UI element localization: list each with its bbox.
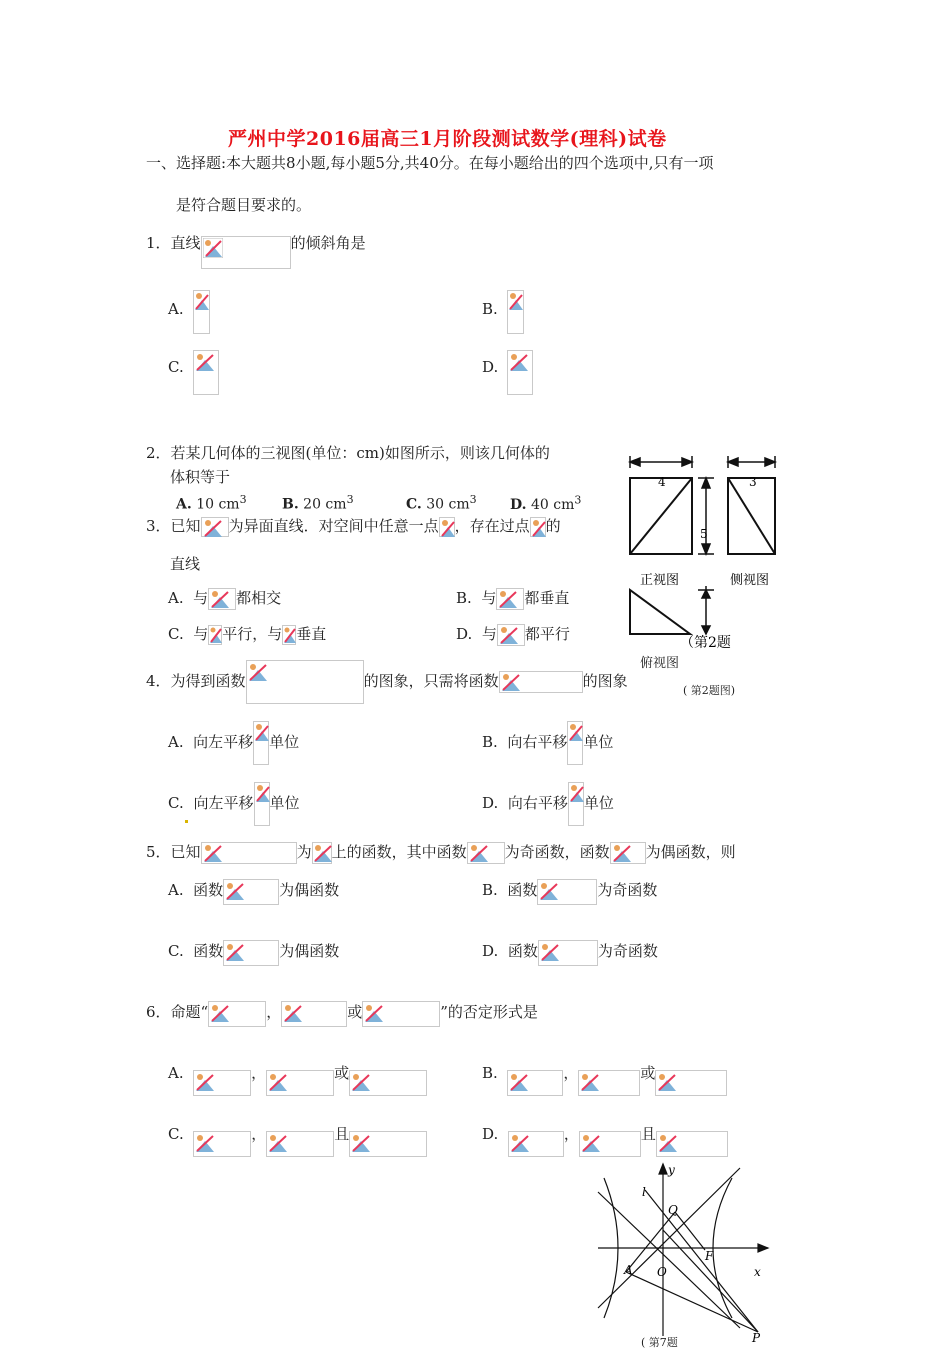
option-c <box>168 792 300 826</box>
option-value: 20 cm <box>303 496 347 513</box>
option-text: 向右平移 <box>507 733 568 751</box>
option-label: B. <box>482 881 498 899</box>
option-text: 函数 <box>193 942 224 960</box>
formula-image-icon <box>208 1001 266 1027</box>
option-text: 单位 <box>583 794 614 812</box>
option-a <box>168 300 184 318</box>
option-label: C. <box>406 496 422 513</box>
point-q-label: Q <box>668 1203 678 1217</box>
point-f-label: F <box>705 1249 714 1263</box>
option-text: 为偶函数 <box>279 942 340 960</box>
option-text: 函数 <box>507 942 538 960</box>
front-view-label: 正视图 <box>640 573 680 588</box>
option-d <box>482 1123 728 1157</box>
option-d <box>482 358 498 376</box>
option-text: 且 <box>334 1125 350 1143</box>
option-label: C. <box>168 1125 184 1143</box>
formula-image-icon <box>254 782 270 826</box>
option-label: B. <box>282 496 299 513</box>
question-text: 的 <box>545 517 561 535</box>
formula-image-icon <box>201 517 229 537</box>
unit-exponent: 3 <box>346 493 354 506</box>
option-label: B. <box>456 589 472 607</box>
option-c <box>168 1123 427 1157</box>
formula-image-icon <box>282 625 296 645</box>
formula-image-icon <box>193 1131 251 1157</box>
section-line-2: 是符合题目要求的。 <box>176 196 312 214</box>
unit-exponent: 3 <box>574 493 582 506</box>
formula-image-icon <box>193 290 210 334</box>
question-text: 命题“ <box>170 1003 209 1021</box>
question-text: 为得到函数 <box>170 672 246 690</box>
option-text: 且 <box>640 1125 656 1143</box>
formula-image-icon <box>499 671 583 693</box>
option-text: 垂直 <box>296 625 327 643</box>
option-text: ， <box>251 1064 267 1082</box>
option-label: D. <box>510 496 527 513</box>
question-3-line-2: 直线 <box>170 555 201 573</box>
option-label: A. <box>168 300 184 318</box>
formula-image-icon <box>496 588 524 610</box>
question-text: ， <box>266 1003 282 1021</box>
side-width-label: 3 <box>749 475 757 489</box>
question-text: 为奇函数，函数 <box>504 843 610 861</box>
question-text: 的图象 <box>582 672 628 690</box>
option-value: 40 cm <box>530 496 575 513</box>
option-label: D. <box>482 942 499 960</box>
option-text: 与 <box>193 589 209 607</box>
option-text: 平行，与 <box>222 625 283 643</box>
question-number: 3． <box>146 517 171 535</box>
option-text: 单位 <box>583 733 614 751</box>
option-label: B. <box>482 733 498 751</box>
formula-image-icon <box>266 1131 334 1157</box>
formula-image-icon <box>208 588 236 610</box>
formula-image-icon <box>497 624 525 646</box>
formula-image-icon <box>578 1070 640 1096</box>
option-b <box>482 1062 727 1096</box>
formula-image-icon <box>610 842 646 864</box>
question-number: 5． <box>146 843 171 861</box>
option-text: 或 <box>334 1064 350 1082</box>
question-text: 或 <box>347 1003 363 1021</box>
option-text: 都平行 <box>524 625 570 643</box>
option-text: 单位 <box>269 733 300 751</box>
question-6 <box>146 1001 538 1027</box>
option-text: 都垂直 <box>524 589 570 607</box>
figure-2-caption: （第2题 <box>680 635 731 650</box>
option-label: B. <box>482 300 498 318</box>
formula-image-icon <box>201 236 291 269</box>
formula-image-icon <box>362 1001 440 1027</box>
option-text: 单位 <box>269 794 300 812</box>
option-a <box>168 1062 427 1096</box>
option-label: D. <box>456 625 473 643</box>
formula-image-icon <box>508 1131 564 1157</box>
question-2-options <box>176 493 581 513</box>
height-label: 5 <box>700 527 708 541</box>
option-text: 向右平移 <box>507 794 568 812</box>
option-value: 30 cm <box>426 496 470 513</box>
line-l-label: l <box>642 1185 646 1199</box>
top-view-label: 俯视图 <box>640 656 680 671</box>
option-label: A. <box>168 733 184 751</box>
question-1 <box>146 232 366 269</box>
formula-image-icon <box>349 1131 427 1157</box>
formula-image-icon <box>507 1070 563 1096</box>
option-a <box>168 731 299 765</box>
formula-image-icon <box>201 842 297 864</box>
page-title: 严州中学2016届高三1月阶段测试数学(理科)试卷 <box>228 128 667 150</box>
hyperbola-figure <box>590 1160 780 1344</box>
option-text: 或 <box>640 1064 656 1082</box>
origin-label: O <box>657 1265 667 1279</box>
three-view-figure <box>620 450 790 650</box>
option-text: 向左平移 <box>193 794 254 812</box>
formula-image-icon <box>223 879 279 905</box>
unit-exponent: 3 <box>469 493 477 506</box>
formula-image-icon <box>349 1070 427 1096</box>
formula-image-icon <box>507 350 533 395</box>
option-label: A. <box>168 1064 184 1082</box>
option-text: 与 <box>481 625 497 643</box>
question-text: 已知 <box>170 843 201 861</box>
option-c <box>168 358 184 376</box>
option-a <box>168 879 339 905</box>
formula-image-icon <box>193 1070 251 1096</box>
option-text: 与 <box>193 625 209 643</box>
question-text: 已知 <box>170 517 201 535</box>
option-text: 为奇函数 <box>597 942 658 960</box>
formula-image-icon <box>507 290 524 334</box>
formula-image-icon <box>223 940 279 966</box>
formula-image-icon <box>656 1131 728 1157</box>
question-number: 4． <box>146 672 171 690</box>
formula-image-icon <box>208 625 222 645</box>
formula-image-icon <box>193 350 219 395</box>
figure-7-caption: ( 第7题 <box>641 1336 678 1349</box>
option-label: D. <box>482 794 499 812</box>
option-d <box>482 940 658 966</box>
formula-image-icon <box>312 842 332 864</box>
question-text: 为偶函数，则 <box>645 843 736 861</box>
front-width-label: 4 <box>658 475 666 489</box>
option-label: C. <box>168 794 184 812</box>
decorative-dot <box>185 820 188 823</box>
question-3 <box>146 515 561 537</box>
formula-image-icon <box>281 1001 347 1027</box>
option-text: ， <box>251 1125 267 1143</box>
option-text: 函数 <box>193 881 224 899</box>
option-label: C. <box>168 942 184 960</box>
question-text: ，存在过点 <box>454 517 530 535</box>
option-label: A. <box>168 881 184 899</box>
option-label: C. <box>168 358 184 376</box>
option-text: 都相交 <box>236 589 282 607</box>
question-text: 为异面直线．对空间中任意一点 <box>228 517 439 535</box>
question-text: 的倾斜角是 <box>290 234 366 252</box>
option-d <box>482 792 614 826</box>
formula-image-icon <box>246 660 364 704</box>
option-b <box>482 879 657 905</box>
question-number: 6． <box>146 1003 171 1021</box>
point-a-label: A <box>624 1263 633 1277</box>
question-5 <box>146 841 736 864</box>
question-4 <box>146 670 628 704</box>
option-b <box>482 731 613 765</box>
option-text: 函数 <box>507 881 538 899</box>
question-text: 上的函数，其中函数 <box>331 843 467 861</box>
x-axis-label: x <box>754 1265 761 1279</box>
formula-image-icon <box>253 721 269 765</box>
formula-image-icon <box>266 1070 334 1096</box>
option-label: B. <box>482 1064 498 1082</box>
option-label: A. <box>168 589 184 607</box>
option-d <box>456 623 570 646</box>
option-text: 为奇函数 <box>597 881 658 899</box>
option-text: ， <box>563 1064 579 1082</box>
formula-image-icon <box>568 782 584 826</box>
option-label: D. <box>482 358 499 376</box>
y-axis-label: y <box>668 1163 675 1177</box>
section-line-1: 一、选择题:本大题共8小题,每小题5分,共40分。在每小题给出的四个选项中,只有一项 <box>146 154 714 172</box>
option-b <box>456 587 569 610</box>
question-2-line-1: 2．若某几何体的三视图(单位：cm)如图所示，则该几何体的 <box>146 444 550 462</box>
formula-image-icon <box>467 842 505 864</box>
option-text: 为偶函数 <box>279 881 340 899</box>
option-text: 向左平移 <box>193 733 254 751</box>
formula-image-icon <box>579 1131 641 1157</box>
option-label: C. <box>168 625 184 643</box>
option-c <box>168 940 339 966</box>
formula-image-icon <box>530 517 546 537</box>
question-2-line-2: 体积等于 <box>170 468 231 486</box>
option-label: D. <box>482 1125 499 1143</box>
question-text: 为 <box>296 843 312 861</box>
side-view-label: 侧视图 <box>730 573 770 588</box>
question-text: 的图象，只需将函数 <box>363 672 499 690</box>
point-p-label: P <box>752 1331 761 1344</box>
formula-image-icon <box>439 517 455 537</box>
option-label: A. <box>176 496 192 513</box>
option-value: 10 cm <box>196 496 240 513</box>
formula-image-icon <box>537 879 597 905</box>
option-a <box>168 587 281 610</box>
option-text: 与 <box>481 589 497 607</box>
unit-exponent: 3 <box>239 493 247 506</box>
option-text: ， <box>563 1125 579 1143</box>
formula-image-icon <box>655 1070 727 1096</box>
question-text: ”的否定形式是 <box>440 1003 538 1021</box>
option-c <box>168 623 326 645</box>
figure-2-caption-small: ( 第2题图) <box>683 684 736 697</box>
option-b <box>482 300 498 318</box>
formula-image-icon <box>538 940 598 966</box>
section-instructions <box>146 152 714 173</box>
question-number: 1． <box>146 234 171 252</box>
question-text: 直线 <box>170 234 201 252</box>
formula-image-icon <box>567 721 583 765</box>
